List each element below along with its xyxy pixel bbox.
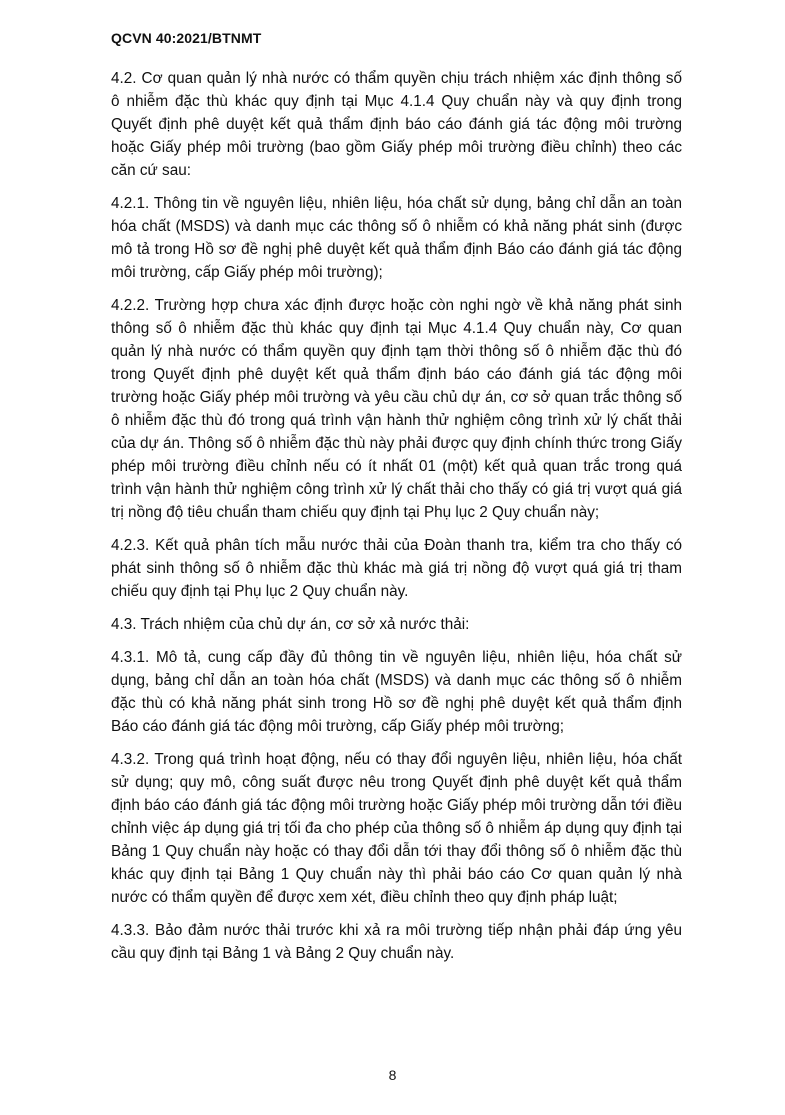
paragraph-4-3-3: 4.3.3. Bảo đảm nước thải trước khi xả ra môi trường tiếp nhận phải đáp ứng yêu cầu quy định tại Bảng 1 và Bảng 2 Quy chuẩn này. — [111, 922, 682, 962]
paragraph-4-3-2: 4.3.2. Trong quá trình hoạt động, nếu có thay đổi nguyên liệu, nhiên liệu, hóa chất sử dụng; quy mô, công suất được nêu trong Quyết định phê duyệt kết quả thẩm định báo cáo đánh giá tác động môi trường hoặc Giấy phép môi trường dẫn tới điều chỉnh việc áp dụng giá trị tối đa cho phép của thông số ô nhiễm áp dụng quy định tại Bảng 1 Quy chuẩn này hoặc có thay đổi dẫn tới thay đổi thông số ô nhiễm đặc thù khác quy định tại Bảng 1 Quy chuẩn này thì phải báo cáo Cơ quan quản lý nhà nước có thẩm quyền để được xem xét, điều chỉnh theo quy định pháp luật; — [111, 751, 682, 906]
document-body — [111, 67, 682, 975]
paragraph-4-2-3: 4.2.3. Kết quả phân tích mẫu nước thải của Đoàn thanh tra, kiểm tra cho thấy có phát sinh thông số ô nhiễm đặc thù khác mà giá trị nồng độ vượt quá giá trị tham chiếu quy định tại Phụ lục 2 Quy chuẩn này. — [111, 537, 682, 600]
paragraph-4-2-2: 4.2.2. Trường hợp chưa xác định được hoặc còn nghi ngờ về khả năng phát sinh thông số ô nhiễm đặc thù khác quy định tại Mục 4.1.4 Quy chuẩn này, Cơ quan quản lý nhà nước có thẩm quyền quy định tạm thời thông số ô nhiễm đặc thù đó trong Quyết định phê duyệt kết quả thẩm định báo cáo đánh giá tác động môi trường hoặc Giấy phép môi trường và yêu cầu chủ dự án, cơ sở quan trắc thông số ô nhiễm đặc thù đó trong quá trình vận hành thử nghiệm công trình xử lý chất thải của dự án. Thông số ô nhiễm đặc thù này phải được quy định chính thức trong Giấy phép môi trường điều chỉnh nếu có ít nhất 01 (một) kết quả quan trắc trong quá trình vận hành thử nghiệm công trình xử lý chất thải cho thấy có giá trị vượt quá giá trị nồng độ tiêu chuẩn tham chiếu quy định tại Phụ lục 2 Quy chuẩn này; — [111, 297, 682, 521]
paragraph-4-3-1: 4.3.1. Mô tả, cung cấp đầy đủ thông tin về nguyên liệu, nhiên liệu, hóa chất sử dụng, bảng chỉ dẫn an toàn hóa chất (MSDS) và danh mục các thông số ô nhiễm đặc thù có khả năng phát sinh trong Hồ sơ đề nghị phê duyệt kết quả thẩm định Báo cáo đánh giá tác động môi trường, cấp Giấy phép môi trường; — [111, 649, 682, 735]
page-number: 8 — [388, 1067, 397, 1083]
paragraph-4-2: 4.2. Cơ quan quản lý nhà nước có thẩm quyền chịu trách nhiệm xác định thông số ô nhiễm đặc thù khác quy định tại Mục 4.1.4 Quy chuẩn này và quy định trong Quyết định phê duyệt kết quả thẩm định báo cáo đánh giá tác động môi trường hoặc Giấy phép môi trường (bao gồm Giấy phép môi trường điều chỉnh) theo các căn cứ sau: — [111, 70, 682, 179]
paragraph-4-3: 4.3. Trách nhiệm của chủ dự án, cơ sở xả nước thải: — [111, 616, 470, 633]
paragraph-4-2-1: 4.2.1. Thông tin về nguyên liệu, nhiên liệu, hóa chất sử dụng, bảng chỉ dẫn an toàn hóa chất (MSDS) và danh mục các thông số ô nhiễm có khả năng phát sinh (được mô tả trong Hồ sơ đề nghị phê duyệt kết quả thẩm định Báo cáo đánh giá tác động môi trường, cấp Giấy phép môi trường); — [111, 195, 682, 281]
document-header: QCVN 40:2021/BTNMT — [111, 30, 262, 46]
